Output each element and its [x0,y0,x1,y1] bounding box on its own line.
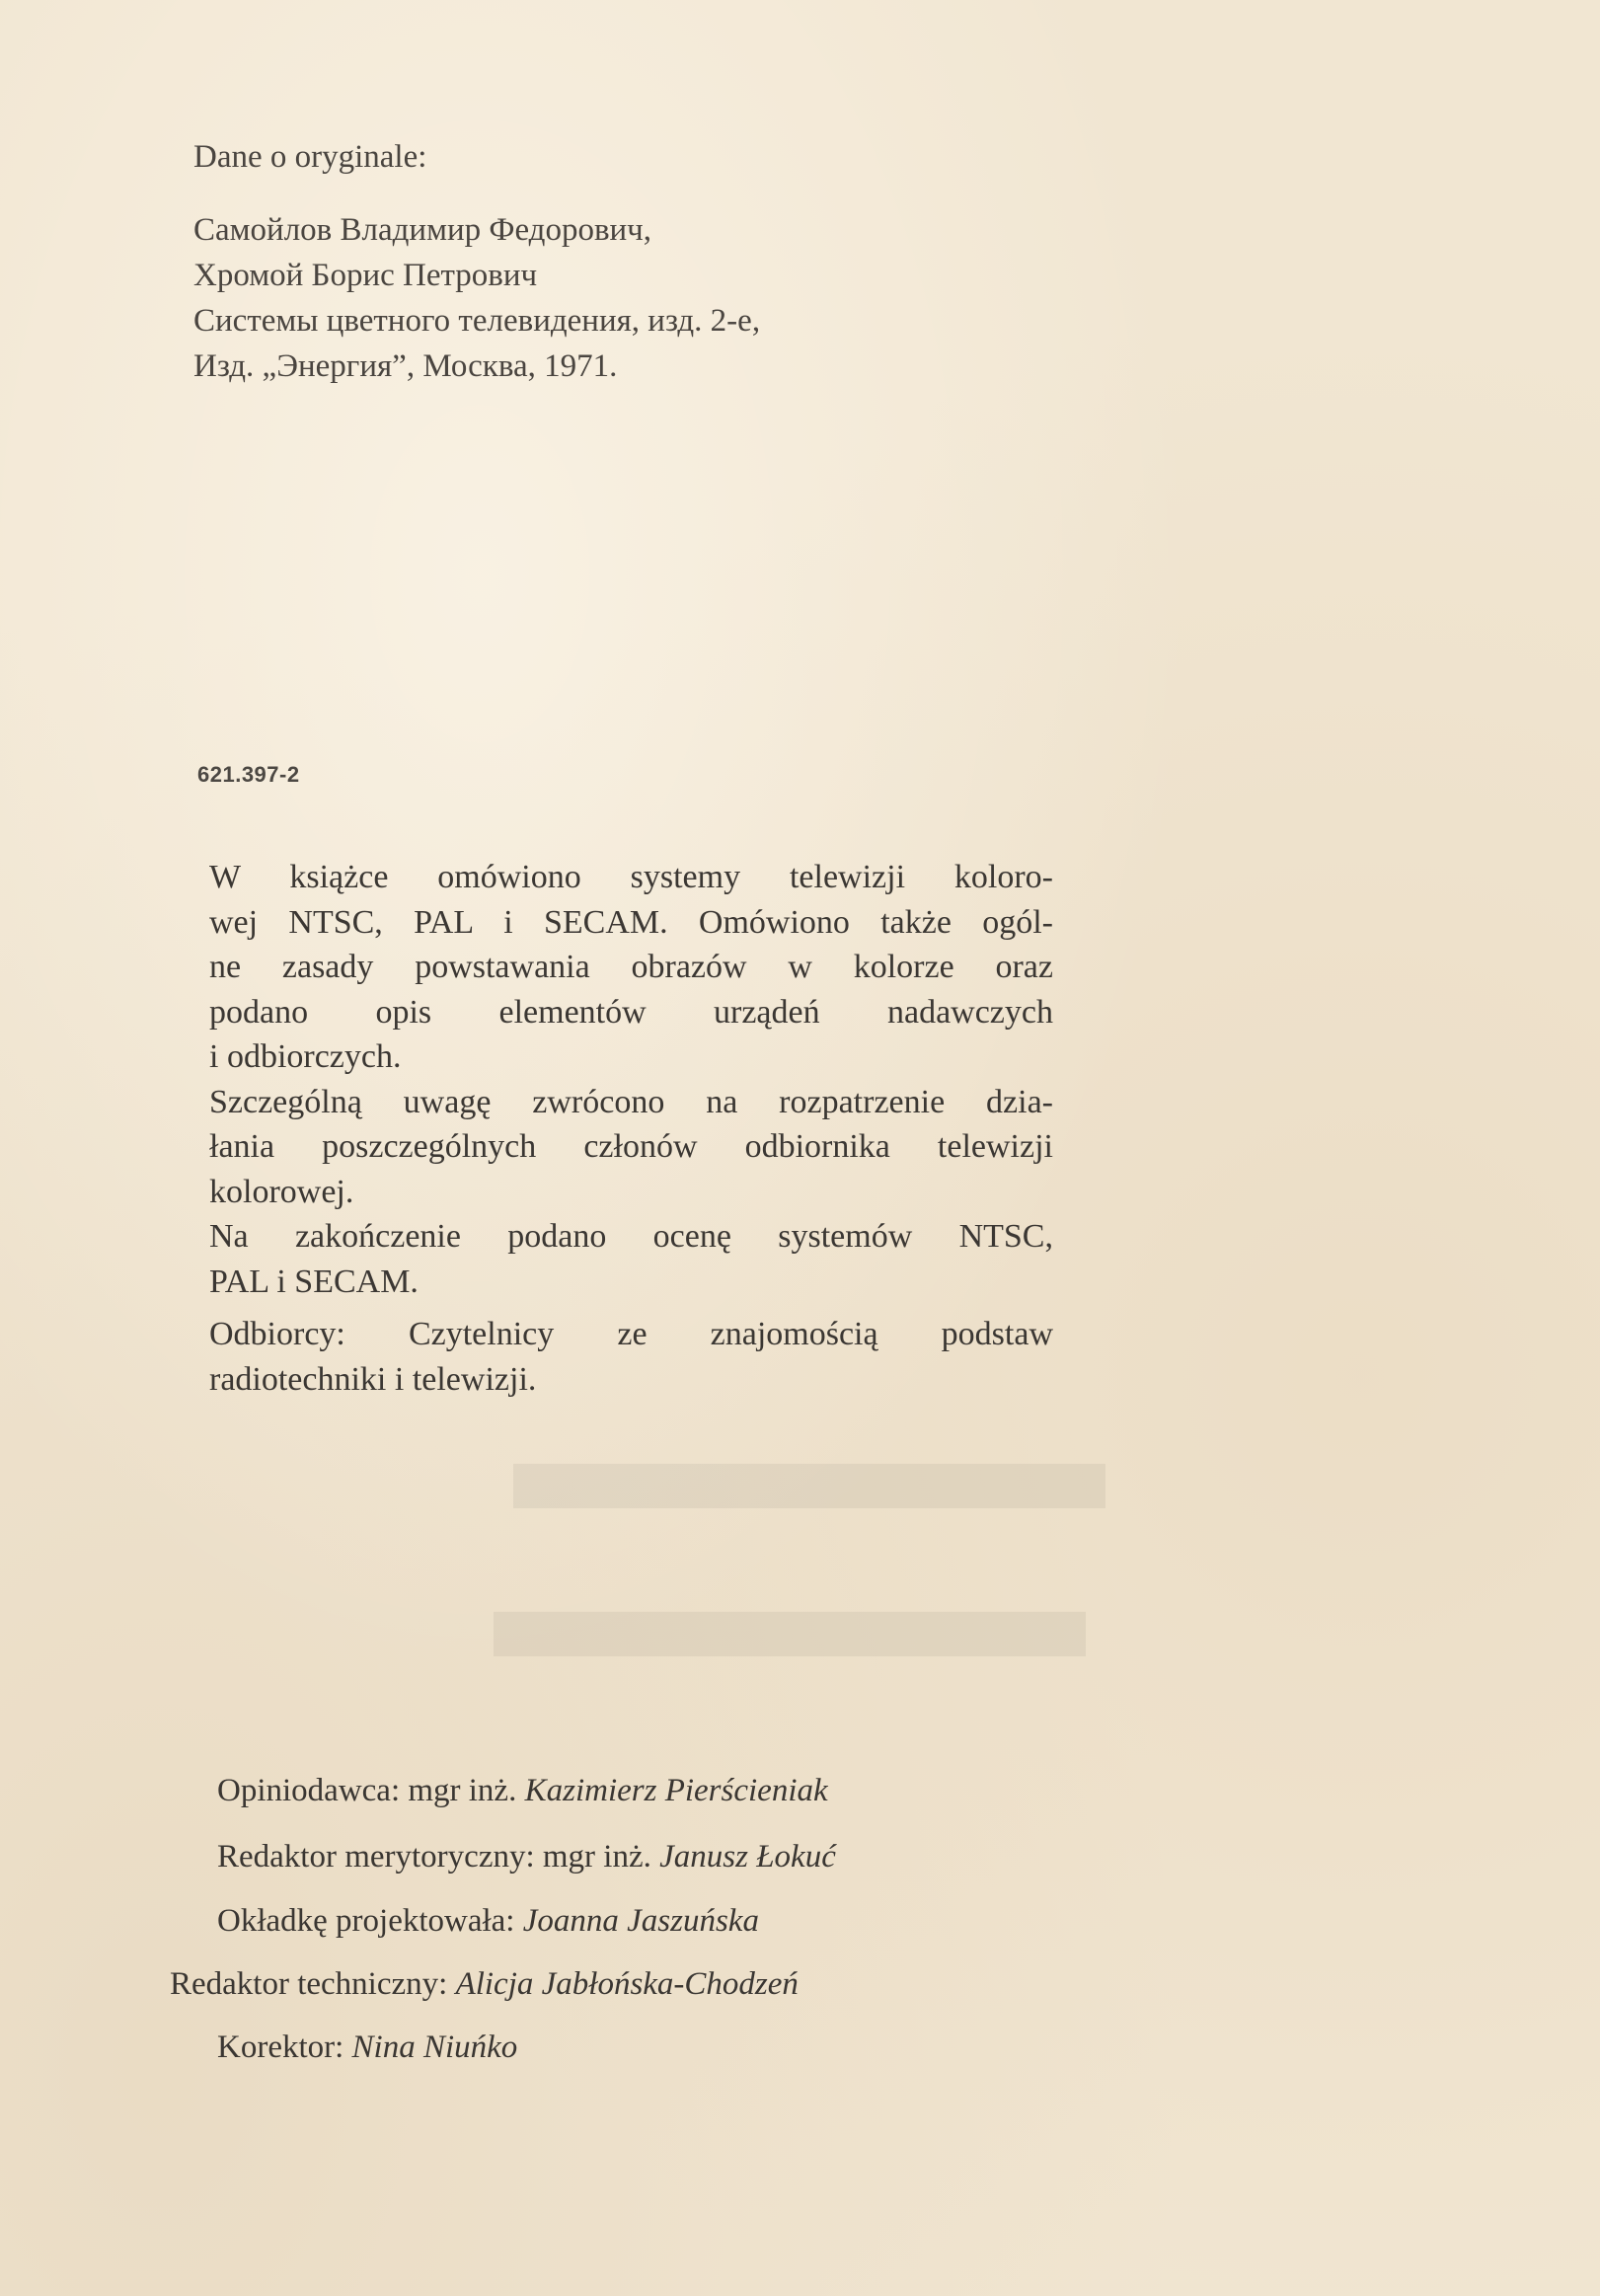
description-line: wej NTSC, PAL i SECAM. Omówiono także ogól- [209,903,1053,941]
credit-reviewer [217,1773,828,1809]
credit-role: Redaktor techniczny: [170,1966,448,2002]
show-through-shape: ▬▬▬▬ [513,1374,1105,1540]
credit-role: Korektor: [217,2029,344,2065]
description-line: Na zakończenie podano ocenę systemów NTSC, [209,1218,1053,1255]
original-publication-block [193,134,760,389]
description-line: ne zasady powstawania obrazów w kolorze oraz [209,949,1053,985]
original-details [193,207,760,389]
description-line: łania poszczególnych członów odbiornika telewizji [209,1128,1053,1165]
credit-role: Okładkę projektowała: [217,1903,515,1939]
credit-content-editor [217,1839,836,1875]
description-line: i odbiorczych. [209,1038,402,1075]
description-line: PAL i SECAM. [209,1263,419,1300]
credit-proofreader [217,2029,517,2066]
description-line: W książce omówiono systemy telewizji koloro- [209,859,1053,895]
credit-name: Janusz Łokuć [659,1839,836,1875]
description-line: kolorowej. [209,1173,354,1210]
description-line: podano opis elementów urządeń nadawczych [209,993,1053,1031]
book-description [209,855,1053,1402]
original-line: Хромой Борис Петрович [193,258,538,293]
credit-role: Redaktor merytoryczny: mgr inż. [217,1839,651,1875]
credit-name: Nina Niuńko [351,2029,518,2065]
credit-cover-designer [217,1903,759,1940]
show-through-shape: ▬▬▬▬ [494,1522,1086,1688]
audience-line: Odbiorcy: Czytelnicy ze znajomością podstaw [209,1316,1053,1352]
original-line: Самойлов Владимир Федорович, [193,212,652,248]
credit-name: Joanna Jaszuńska [522,1903,759,1939]
credit-technical-editor [170,1966,799,2003]
audience-line: radiotechniki i telewizji. [209,1360,537,1398]
credit-name: Alicja Jabłońska-Chodzeń [455,1966,799,2002]
original-line: Изд. „Энергия”, Москва, 1971. [193,348,618,384]
original-heading: Dane o oryginale: [193,139,427,175]
description-line: Szczególną uwagę zwrócono na rozpatrzenie dzia- [209,1083,1053,1120]
credit-name: Kazimierz Pierścieniak [524,1773,828,1808]
audience-note [209,1312,1053,1402]
credit-role: Opiniodawca: mgr inż. [217,1773,517,1808]
original-line: Системы цветного телевидения, изд. 2-е, [193,303,761,339]
udc-number: 621.397-2 [197,762,300,787]
